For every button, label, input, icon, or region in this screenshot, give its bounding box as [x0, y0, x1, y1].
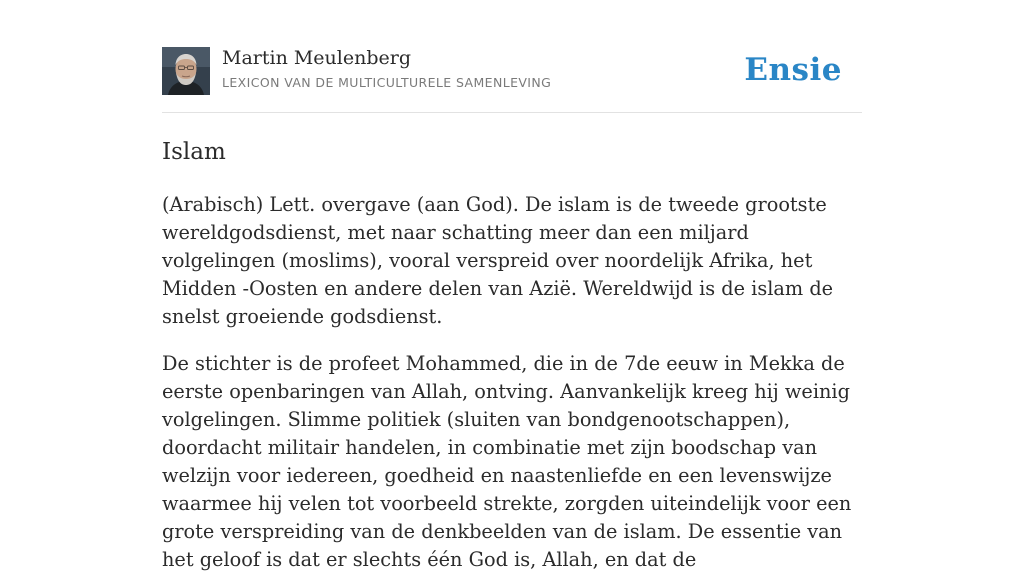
article-body: [162, 191, 862, 574]
author-avatar[interactable]: [162, 47, 210, 95]
article-paragraph: (Arabisch) Lett. overgave (aan God). De islam is de tweede grootste wereldgodsdienst, met naar schatting meer dan een miljard volgelingen (moslims), vooral verspreid over noordelijk Afrika, het Midden -Oosten en andere delen van Azië. Wereldwijd is de islam de snelst groeiende godsdienst.: [162, 193, 834, 328]
article-title: Islam: [162, 139, 226, 165]
avatar-photo: [162, 47, 210, 95]
publication-name[interactable]: LEXICON VAN DE MULTICULTURELE SAMENLEVING: [222, 75, 552, 90]
article-paragraph: De stichter is de profeet Mohammed, die in de 7de eeuw in Mekka de eerste openbaringen van Allah, ontving. Aanvankelijk kreeg hij weinig volgelingen. Slimme politiek (sluiten van bondgenootschappen), doordacht militair handelen, in combinatie met zijn boodschap van welzijn voor iedereen, goedheid en naastenliefde en een levenswijze waarmee hij velen tot voorbeeld strekte, zorgden uiteindelijk voor een grote verspreiding van de denkbeelden van de islam. De essentie van het geloof is dat er slechts één God is, Allah, en dat de: [162, 352, 852, 571]
page: [162, 0, 862, 574]
author-name[interactable]: Martin Meulenberg: [222, 47, 411, 69]
header: [162, 0, 862, 113]
brand-logo[interactable]: Ensie: [744, 52, 842, 88]
